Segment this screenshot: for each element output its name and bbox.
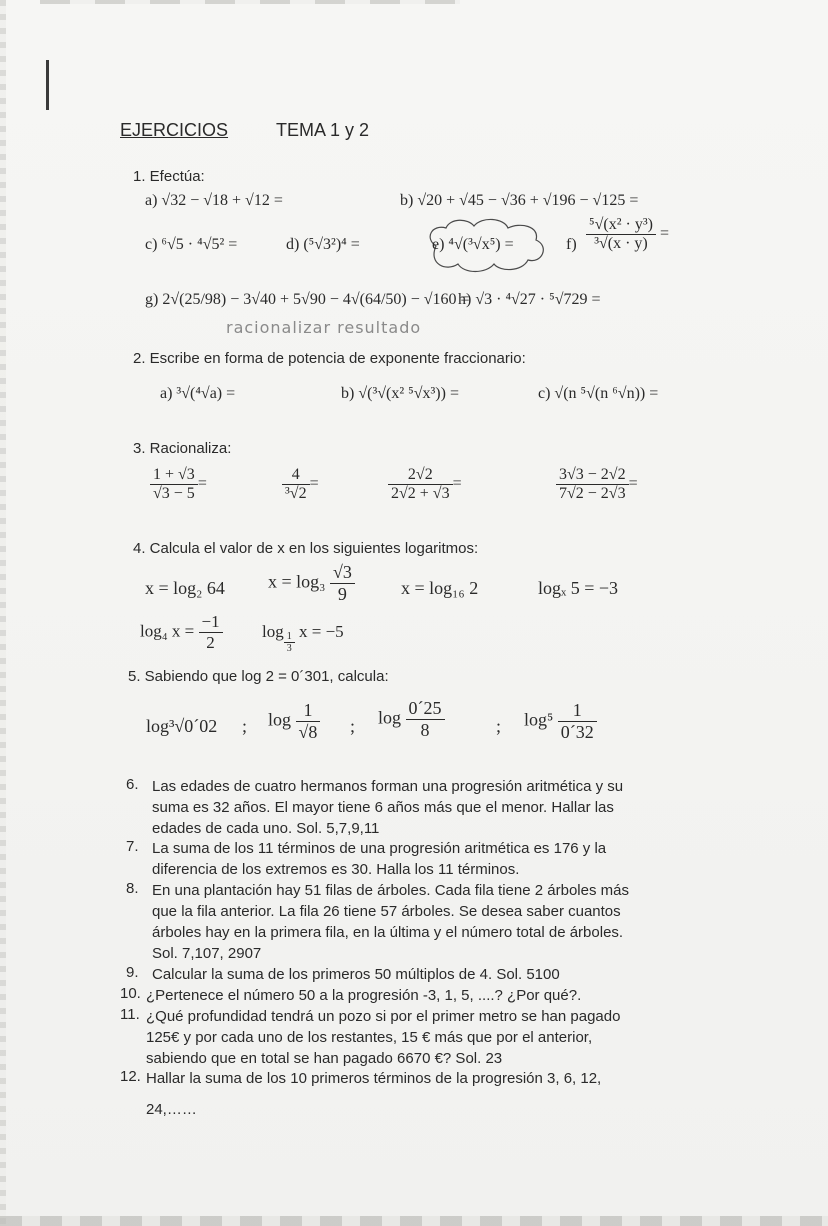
problem-11-line: sabiendo que en total se han pagado 6670 €? Sol. 23 bbox=[146, 1050, 503, 1067]
ex1-g: g) 2√(25/98) − 3√40 + 5√90 − 4√(64/50) − √160 = bbox=[145, 291, 470, 308]
problem-8-number: 8. bbox=[126, 880, 139, 897]
ex3-item-1-num: 1 + √3 bbox=[150, 466, 198, 485]
problem-12-line: 24,…… bbox=[146, 1101, 197, 1118]
ex4-item-2 bbox=[268, 562, 355, 605]
problem-8 bbox=[152, 880, 629, 964]
problem-11 bbox=[146, 1006, 620, 1069]
ex4-item-2-den: 9 bbox=[337, 584, 347, 604]
ex5-item-2-pre: log bbox=[268, 709, 292, 730]
ex5-label: 5. Sabiendo que log 2 = 0´301, calcula: bbox=[128, 668, 389, 685]
ex1-c: c) ⁶√5 · ⁴√5² = bbox=[145, 236, 238, 253]
problem-8-line: que la fila anterior. La fila 26 tiene 57 árboles. Se desea saber cuantos bbox=[152, 903, 621, 920]
ex3-item-3-den: 2√2 + √3 bbox=[391, 485, 450, 502]
handwritten-note: racionalizar resultado bbox=[226, 318, 422, 337]
problem-12-line: Hallar la suma de los 10 primeros términos de la progresión 3, 6, 12, bbox=[146, 1070, 602, 1087]
ex1-f bbox=[586, 216, 669, 253]
ex5-item-2 bbox=[268, 700, 320, 743]
ex1-d: d) (⁵√3²)⁴ = bbox=[286, 236, 360, 253]
ex3-item-2-den: ³√2 bbox=[285, 485, 307, 502]
ex1-a: a) √32 − √18 + √12 = bbox=[145, 192, 283, 209]
problem-9-line: Calcular la suma de los primeros 50 múltiplos de 4. Sol. 5100 bbox=[152, 966, 560, 983]
problem-6-line: edades de cada uno. Sol. 5,7,9,11 bbox=[152, 820, 380, 837]
ex5-sep-1: ; bbox=[242, 716, 248, 736]
problem-8-line: árboles hay en la primera fila, en la última y el número total de árboles. bbox=[152, 924, 624, 941]
ex3-item-1 bbox=[150, 466, 207, 503]
ex5-item-3-num: 0´25 bbox=[406, 698, 445, 720]
ex4-item-5 bbox=[140, 612, 223, 653]
ex3-item-4-num: 3√3 − 2√2 bbox=[556, 466, 629, 485]
ex5-item-4-num: 1 bbox=[558, 700, 597, 722]
ex2-b: b) √(³√(x² ⁵√x³)) = bbox=[341, 385, 459, 402]
ex5-item-3-den: 8 bbox=[420, 720, 430, 740]
ex5-item-4-den: 0´32 bbox=[560, 722, 594, 742]
problem-7-line: diferencia de los extremos es 30. Halla los 11 términos. bbox=[152, 861, 520, 878]
scan-left-edge bbox=[0, 0, 6, 1226]
ex4-item-6-pre: log bbox=[262, 622, 284, 641]
ex3-eq-1: = bbox=[197, 475, 207, 493]
ex1-b: b) √20 + √45 − √36 + √196 − √125 = bbox=[400, 192, 639, 209]
ex3-item-1-den: √3 − 5 bbox=[153, 485, 195, 502]
problem-8-line: Sol. 7,107, 2907 bbox=[152, 945, 262, 962]
header-subtitle: TEMA 1 y 2 bbox=[276, 120, 370, 140]
ex4-item-1: x = log₂ 64 bbox=[145, 578, 225, 598]
ex1-f-num: ⁵√(x² · y³) bbox=[586, 216, 656, 235]
ex3-item-2-num: 4 bbox=[282, 466, 310, 485]
ex5-item-1: log³√0´02 bbox=[146, 716, 218, 736]
problem-6-number: 6. bbox=[126, 776, 139, 793]
header-title: EJERCICIOS bbox=[120, 120, 229, 140]
ex4-item-5-pre: log₄ x = bbox=[140, 621, 195, 641]
ex5-sep-2: ; bbox=[350, 716, 356, 736]
ex1-e: e) ⁴√(³√x⁵) = bbox=[432, 236, 514, 253]
ex3-eq-4: = bbox=[628, 475, 638, 493]
ex2-c: c) √(n ⁵√(n ⁶√n)) = bbox=[538, 385, 659, 402]
ex3-item-3-num: 2√2 bbox=[388, 466, 453, 485]
ex4-item-5-num: −1 bbox=[199, 612, 223, 633]
ex4-item-2-pre: x = log₃ bbox=[268, 571, 326, 592]
scan-top-edge bbox=[40, 0, 460, 4]
problem-6-line: suma es 32 años. El mayor tiene 6 años más que el menor. Hallar las bbox=[152, 799, 614, 816]
ex4-item-6-base-den: 3 bbox=[286, 643, 292, 654]
problem-6-line: Las edades de cuatro hermanos forman una progresión aritmética y su bbox=[152, 778, 624, 795]
ex3-item-3 bbox=[388, 466, 462, 503]
ex2-label: 2. Escribe en forma de potencia de exponente fraccionario: bbox=[133, 350, 526, 367]
ex4-item-2-num: √3 bbox=[330, 562, 355, 584]
ex1-label: 1. Efectúa: bbox=[133, 168, 205, 185]
ex4-item-5-den: 2 bbox=[206, 633, 215, 652]
problem-9-number: 9. bbox=[126, 964, 139, 981]
ex5-item-4 bbox=[524, 700, 597, 743]
ex4-item-6-post: x = −5 bbox=[298, 622, 344, 641]
problem-6 bbox=[152, 776, 623, 839]
ex3-eq-3: = bbox=[452, 475, 462, 493]
ex3-item-2 bbox=[282, 466, 319, 503]
ex3-item-4-den: 7√2 − 2√3 bbox=[559, 485, 626, 502]
ex3-eq-2: = bbox=[309, 475, 319, 493]
margin-mark bbox=[46, 60, 49, 110]
ex4-item-3: x = log₁₆ 2 bbox=[401, 578, 479, 598]
ex5-item-2-den: √8 bbox=[298, 722, 318, 742]
problem-7-line: La suma de los 11 términos de una progresión aritmética es 176 y la bbox=[152, 840, 607, 857]
problem-7 bbox=[152, 838, 606, 880]
ex5-item-3 bbox=[378, 698, 445, 741]
problem-12 bbox=[146, 1068, 601, 1120]
problem-10-number: 10. bbox=[120, 985, 141, 1002]
ex5-sep-3: ; bbox=[496, 716, 502, 736]
ex1-h: h) √3 · ⁴√27 · ⁵√729 = bbox=[458, 291, 601, 308]
ex4-item-6 bbox=[262, 622, 344, 654]
problem-7-number: 7. bbox=[126, 838, 139, 855]
problem-10-line: ¿Pertenece el número 50 a la progresión -3, 1, 5, ....? ¿Por qué?. bbox=[146, 987, 582, 1004]
ex4-item-6-base-num: 1 bbox=[284, 631, 295, 643]
ex3-label: 3. Racionaliza: bbox=[133, 440, 232, 457]
ex1-f-eq: = bbox=[659, 225, 669, 243]
ex5-item-2-num: 1 bbox=[296, 700, 321, 722]
ex2-a: a) ³√(⁴√a) = bbox=[160, 385, 236, 402]
problem-11-line: ¿Qué profundidad tendrá un pozo si por el primer metro se han pagado bbox=[146, 1008, 621, 1025]
ex1-f-label: f) bbox=[566, 236, 577, 253]
problem-11-line: 125€ y por cada uno de los restantes, 15 € más que por el anterior, bbox=[146, 1029, 593, 1046]
ex3-item-4 bbox=[556, 466, 638, 503]
problem-8-line: En una plantación hay 51 filas de árboles. Cada fila tiene 2 árboles más bbox=[152, 882, 629, 899]
ex4-label: 4. Calcula el valor de x en los siguientes logaritmos: bbox=[133, 540, 479, 557]
problem-12-number: 12. bbox=[120, 1068, 141, 1085]
problem-10 bbox=[146, 985, 581, 1006]
ex1-f-den: ³√(x · y) bbox=[594, 235, 648, 252]
ex5-item-3-pre: log bbox=[378, 707, 402, 728]
problem-9 bbox=[152, 964, 560, 985]
ex5-item-4-pre: log⁵ bbox=[524, 709, 554, 730]
ex4-item-4: logₓ 5 = −3 bbox=[538, 578, 619, 598]
problem-11-number: 11. bbox=[120, 1006, 140, 1023]
scan-bottom-edge bbox=[0, 1216, 828, 1226]
